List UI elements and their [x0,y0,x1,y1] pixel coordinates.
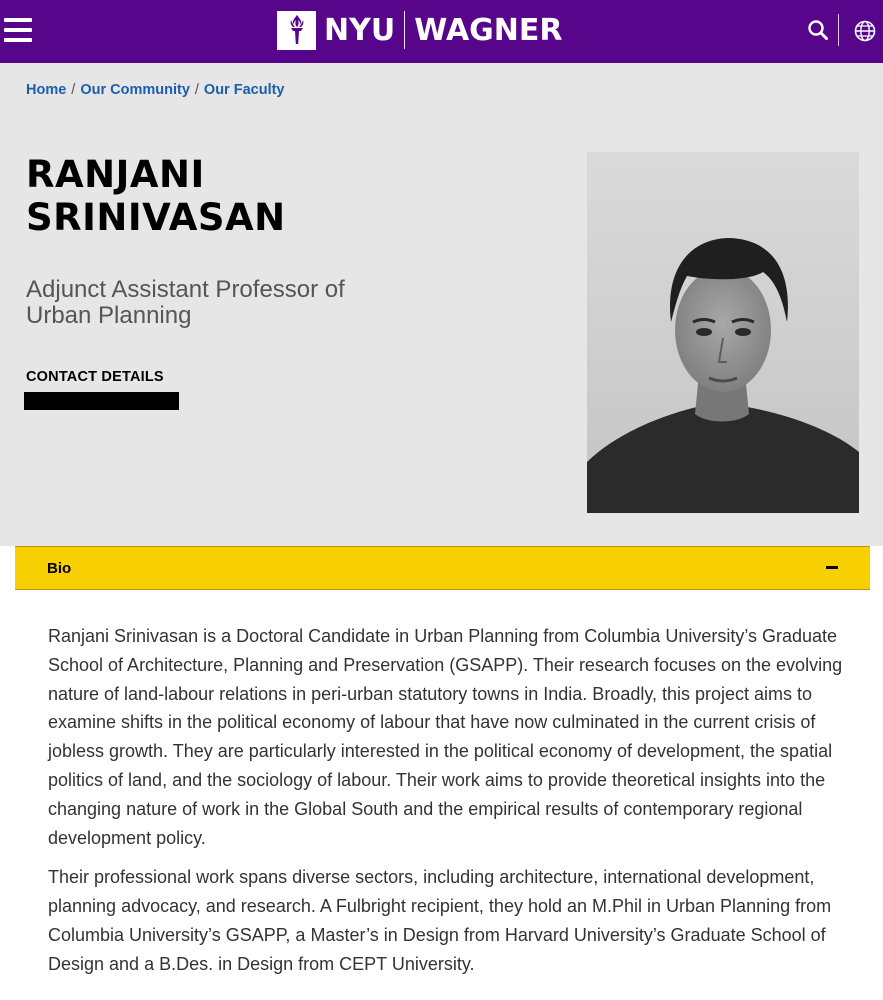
faculty-name-line1: RANJANI [26,153,205,196]
bio-paragraph: Their professional work spans diverse sectors, including architecture, international development, planning advocacy, and research. A Fulbright recipient, they hold an M.Phil in Urban Planning from Columbia University’s GSAPP, a Master’s in Design from Harvard University’s Graduate School of Design and a B.Des. in Design from CEPT University. [48,867,832,974]
logo-nyu-text: NYU [324,12,396,48]
top-navigation-bar [0,0,883,63]
header-divider [838,14,839,46]
profile-hero [0,63,883,546]
logo-divider [404,11,405,49]
faculty-name [26,153,546,239]
nyu-torch-icon [277,11,316,50]
collapse-minus-icon[interactable] [826,566,838,569]
breadcrumb-separator: / [71,82,76,98]
bio-accordion-label: Bio [47,560,72,577]
breadcrumb [26,82,285,98]
faculty-name-line2: SRINIVASAN [26,196,286,239]
faculty-photo [587,152,859,513]
nyu-wagner-logo[interactable] [277,10,563,50]
bio-paragraph: Ranjani Srinivasan is a Doctoral Candidate in Urban Planning from Columbia University’s Graduate School of Architecture, Planning and Preservation (GSAPP). Their research focuses on the evolving nature of land-labour relations in peri-urban statutory towns in India. Broadly, this project aims to examine shifts in the political economy of labour that have now culminated in the current crisis of jobless growth. They are particularly interested in the political economy of development, the spatial politics of land, and the sociology of labour. Their work aims to provide theoretical insights into the changing nature of work in the Global South and the empirical results of contemporary regional development policy. [48,626,843,848]
bio-content [48,622,848,990]
globe-icon[interactable] [853,19,877,43]
faculty-title: Adjunct Assistant Professor of Urban Planning [26,276,345,329]
bio-accordion-header[interactable] [15,546,870,590]
breadcrumb-our-community[interactable]: Our Community [80,82,190,98]
breadcrumb-separator: / [194,82,199,98]
search-icon[interactable] [806,18,830,42]
hamburger-menu-icon[interactable] [4,17,34,45]
logo-wagner-text: WAGNER [414,12,563,48]
breadcrumb-our-faculty[interactable]: Our Faculty [203,82,285,98]
contact-details-heading: CONTACT DETAILS [26,369,164,385]
redacted-contact-info [24,392,179,410]
breadcrumb-home[interactable]: Home [26,82,67,98]
